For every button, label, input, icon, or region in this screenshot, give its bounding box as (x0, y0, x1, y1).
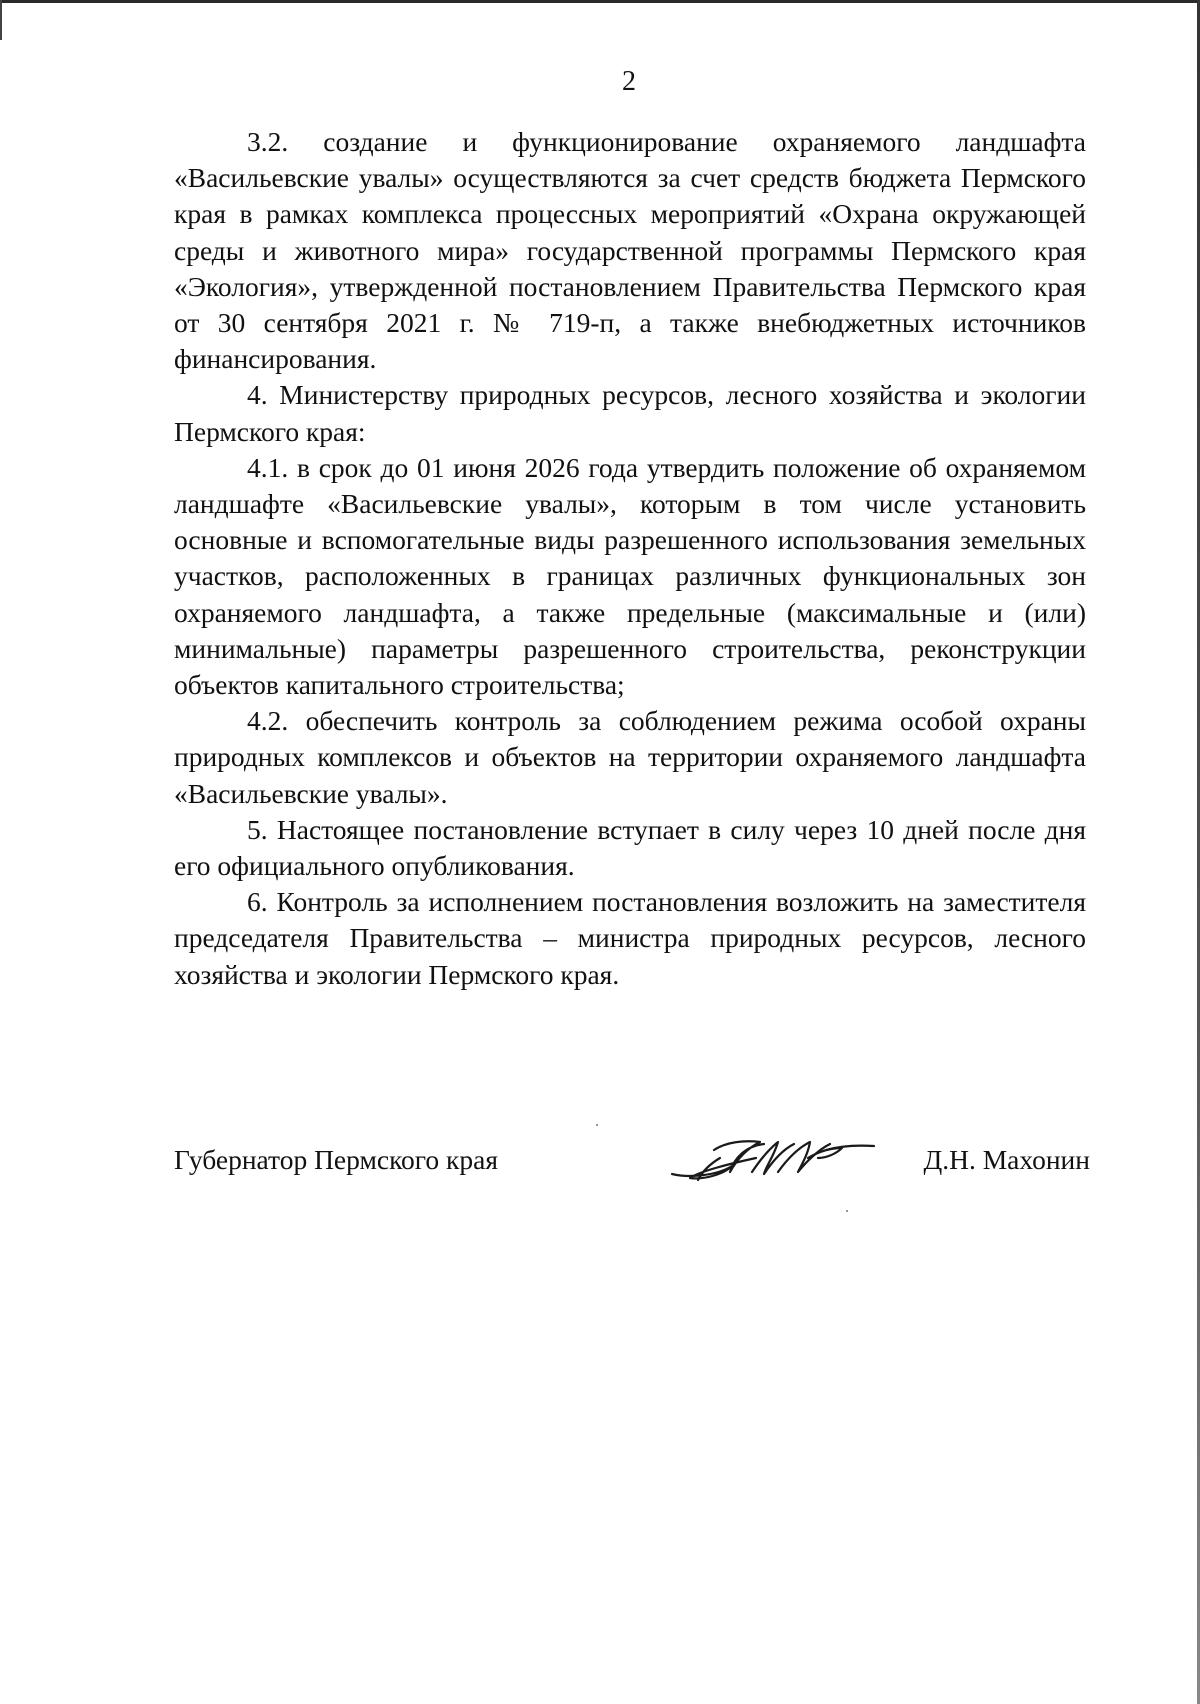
paragraph-5: 5. Настоящее постановление вступает в силу через 10 дней после дня его официального опубликования. (174, 813, 1086, 882)
scan-speck (596, 1124, 598, 1126)
signatory-title: Губернатор Пермского края (174, 1144, 498, 1175)
paragraph-4-2: 4.2. обеспечить контроль за соблюдением режима особой охраны природных комплексов и объектов на территории охраняемого ландшафта «Васильевские увалы». (174, 705, 1086, 809)
paragraph-6: 6. Контроль за исполнением постановления возложить на заместителя председателя Правительства – министра природных ресурсов, лесного хозяйства и экологии Пермского края. (174, 886, 1086, 990)
paragraph-4-1: 4.1. в срок до 01 июня 2026 года утвердить положение об охраняемом ландшафте «Васильевские увалы», которым в том числе установить основные и вспомогательные виды разрешенного использования земельных участков, расположенных в границах различных функциональных зон охраняемого ландшафта, а также предельные (максимальные и (или) минимальные) параметры разрешенного строительства, реконструкции объектов капитального строительства; (174, 451, 1086, 701)
paragraph-3-2: 3.2. создание и функционирование охраняемого ландшафта «Васильевские увалы» осуществляются за счет средств бюджета Пермского края в рамках комплекса процессных мероприятий «Охрана окружающей среды и животного мира» государственной программы Пермского края «Экология», утвержденной постановлением Правительства Пермского края от 30 сентября 2021 г. № 719-п, а также внебюджетных источников финансирования. (174, 126, 1086, 375)
scan-edge-top (0, 0, 1200, 3)
signatory-name: Д.Н. Махонин (923, 1144, 1090, 1175)
scan-edge-left (0, 0, 2, 40)
signature-block (174, 1144, 1090, 1204)
document-body (174, 124, 1086, 993)
handwritten-signature (668, 1128, 878, 1190)
page-number: 2 (622, 66, 636, 97)
paragraph-4: 4. Министерству природных ресурсов, лесного хозяйства и экологии Пермского края: (174, 379, 1086, 447)
scan-speck (846, 1210, 848, 1212)
